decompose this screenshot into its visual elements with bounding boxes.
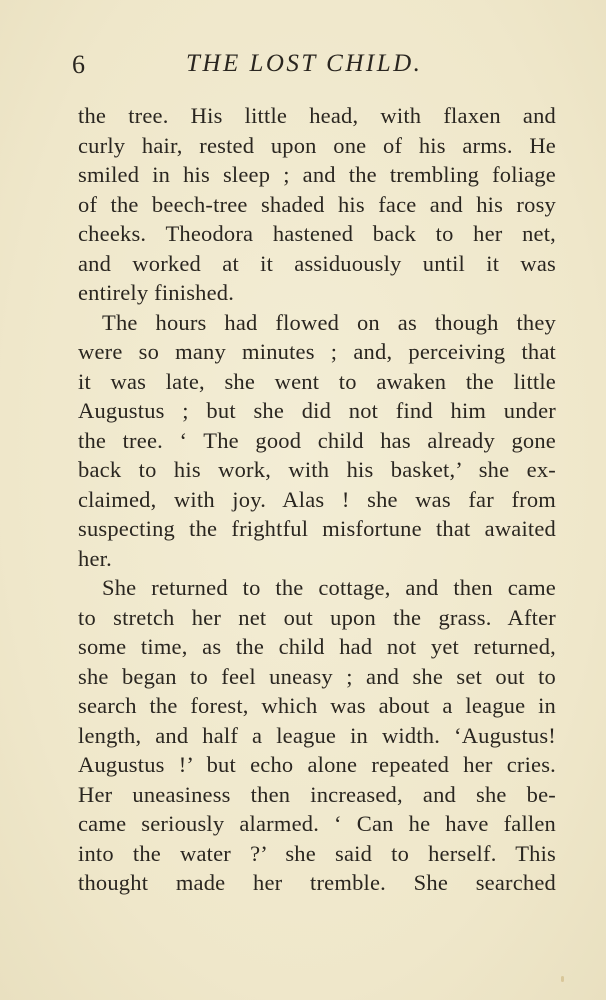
text-line: came seriously alarmed. ‘ Can he have fallen [78, 811, 556, 836]
text-line: entirely finished. [78, 280, 235, 305]
text-line: were so many minutes ; and, perceiving that [78, 339, 556, 364]
text-line: Her uneasiness then increased, and she be- [78, 781, 556, 807]
text-line: she began to feel uneasy ; and she set out to [78, 663, 556, 689]
body-text [78, 101, 556, 898]
running-title: THE LOST CHILD. [186, 50, 423, 77]
text-line: the tree. ‘ The good child has already gone [78, 427, 556, 453]
text-line: The hours had flowed on as though they [102, 309, 556, 335]
paragraph [78, 308, 556, 574]
text-line: to stretch her net out upon the grass. After [78, 604, 556, 630]
text-line: search the forest, which was about a league in [78, 693, 556, 718]
text-line: her. [78, 545, 112, 571]
paragraph [78, 101, 556, 308]
text-line: Augustus !’ but echo alone repeated her cries. [78, 752, 556, 777]
text-line: She returned to the cottage, and then came [102, 575, 556, 600]
text-line: of the beech-tree shaded his face and his rosy [78, 191, 556, 217]
paper-speck [561, 976, 564, 982]
text-line: length, and half a league in width. ‘Augustus! [78, 722, 556, 748]
text-line: cheeks. Theodora hastened back to her net, [78, 221, 556, 246]
text-line: into the water ?’ she said to herself. This [78, 840, 556, 866]
text-line: the tree. His little head, with flaxen and [78, 103, 556, 128]
text-line: smiled in his sleep ; and the trembling foliage [78, 162, 556, 187]
text-line: Augustus ; but she did not find him under [78, 398, 556, 423]
paragraph [78, 573, 556, 898]
page-number: 6 [72, 50, 85, 79]
page-header [0, 48, 606, 88]
text-line: claimed, with joy. Alas ! she was far from [78, 486, 556, 512]
text-line: curly hair, rested upon one of his arms. He [78, 132, 556, 158]
text-line: some time, as the child had not yet returned, [78, 634, 556, 659]
text-line: suspecting the frightful misfortune that awaited [78, 516, 556, 541]
text-line: back to his work, with his basket,’ she ex- [78, 457, 556, 482]
text-line: thought made her tremble. She searched [78, 870, 556, 895]
text-line: and worked at it assiduously until it was [78, 250, 556, 276]
text-line: it was late, she went to awaken the little [78, 368, 556, 394]
